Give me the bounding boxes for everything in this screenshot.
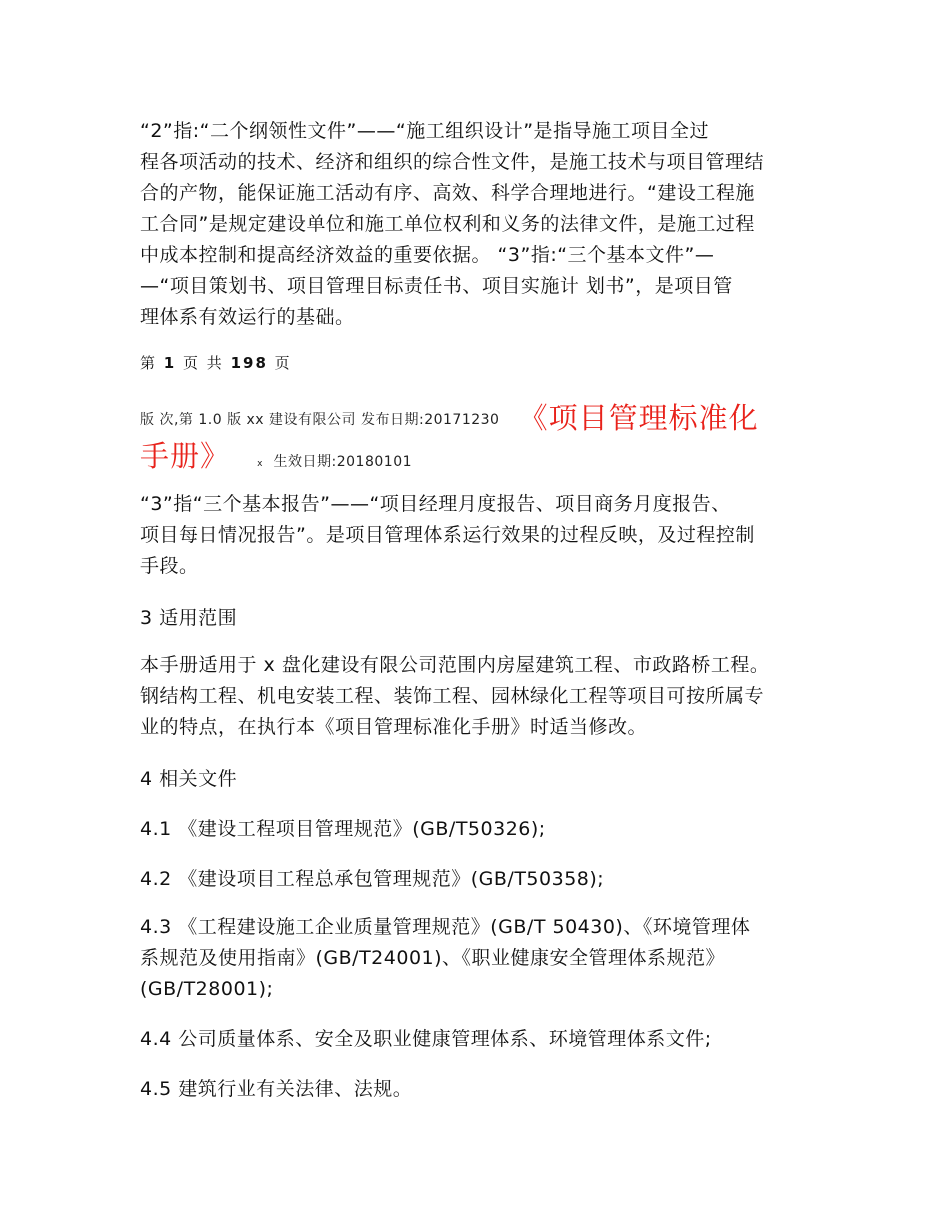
text-line: 业的特点，在执行本《项目管理标准化手册》时适当修改。 (140, 716, 648, 738)
text-line: 4.3 《工程建设施工企业质量管理规范》(GB/T 50430)、《环境管理体 (140, 916, 751, 938)
section-heading-related: 4 相关文件 (140, 768, 238, 790)
footer-middle: 页 共 (183, 354, 224, 372)
text-line: 系规范及使用指南》(GB/T24001)、《职业健康安全管理体系规范》 (140, 947, 726, 969)
document-title: 《项目管理标准化 (518, 401, 759, 435)
footer-suffix: 页 (274, 354, 292, 372)
text-line: 手段。 (140, 555, 199, 577)
header-meta: 版 次,第 1.0 版 xx 建设有限公司 发布日期:20171230 (140, 412, 500, 428)
list-item: 4.1 《建设工程项目管理规范》(GB/T50326); (140, 818, 546, 840)
paragraph-reports (140, 489, 820, 582)
section-heading-scope: 3 适用范围 (140, 607, 238, 629)
text-line: 钢结构工程、机电安装工程、装饰工程、园林绿化工程等项目可按所属专 (140, 685, 765, 707)
text-line: (GB/T28001); (140, 978, 274, 1000)
text-line: “3”指“三个基本报告”——“项目经理月度报告、项目商务月度报告、 (140, 493, 731, 515)
text-line: 程各项活动的技术、经济和组织的综合性文件，是施工技术与项目管理结 (140, 151, 765, 173)
page-footer (140, 352, 292, 373)
list-item: 4.2 《建设项目工程总承包管理规范》(GB/T50358); (140, 868, 605, 890)
text-line: 工合同”是规定建设单位和施工单位权利和义务的法律文件，是施工过程 (140, 213, 755, 235)
footer-prefix: 第 (140, 354, 158, 372)
text-line: 本手册适用于 x 盘化建设有限公司范围内房屋建筑工程、市政路桥工程。 (140, 654, 770, 676)
page-number: 1 (163, 354, 177, 372)
list-item (140, 912, 820, 1005)
list-item: 4.4 公司质量体系、安全及职业健康管理体系、环境管理体系文件; (140, 1028, 712, 1050)
page-total: 198 (230, 354, 268, 372)
text-line: 中成本控制和提高经济效益的重要依据。 “3”指:“三个基本文件”— (140, 244, 715, 266)
text-line: 项目每日情况报告”。是项目管理体系运行效果的过程反映，及过程控制 (140, 524, 755, 546)
paragraph-scope (140, 650, 820, 743)
text-line: 理体系有效运行的基础。 (140, 306, 355, 328)
text-line: 合的产物，能保证施工活动有序、高效、科学合理地进行。“建设工程施 (140, 182, 755, 204)
text-line: “2”指:“二个纲领性文件”——“施工组织设计”是指导施工项目全过 (140, 120, 710, 142)
effective-date: 生效日期:20180101 (273, 454, 413, 470)
list-item: 4.5 建筑行业有关法律、法规。 (140, 1078, 413, 1100)
text-line: —“项目策划书、项目管理目标责任书、项目实施计 划书”，是项目管 (140, 275, 733, 297)
small-mark: x (257, 459, 263, 469)
document-title-cont: 手册》 (140, 439, 231, 473)
paragraph-key-documents (140, 116, 820, 333)
